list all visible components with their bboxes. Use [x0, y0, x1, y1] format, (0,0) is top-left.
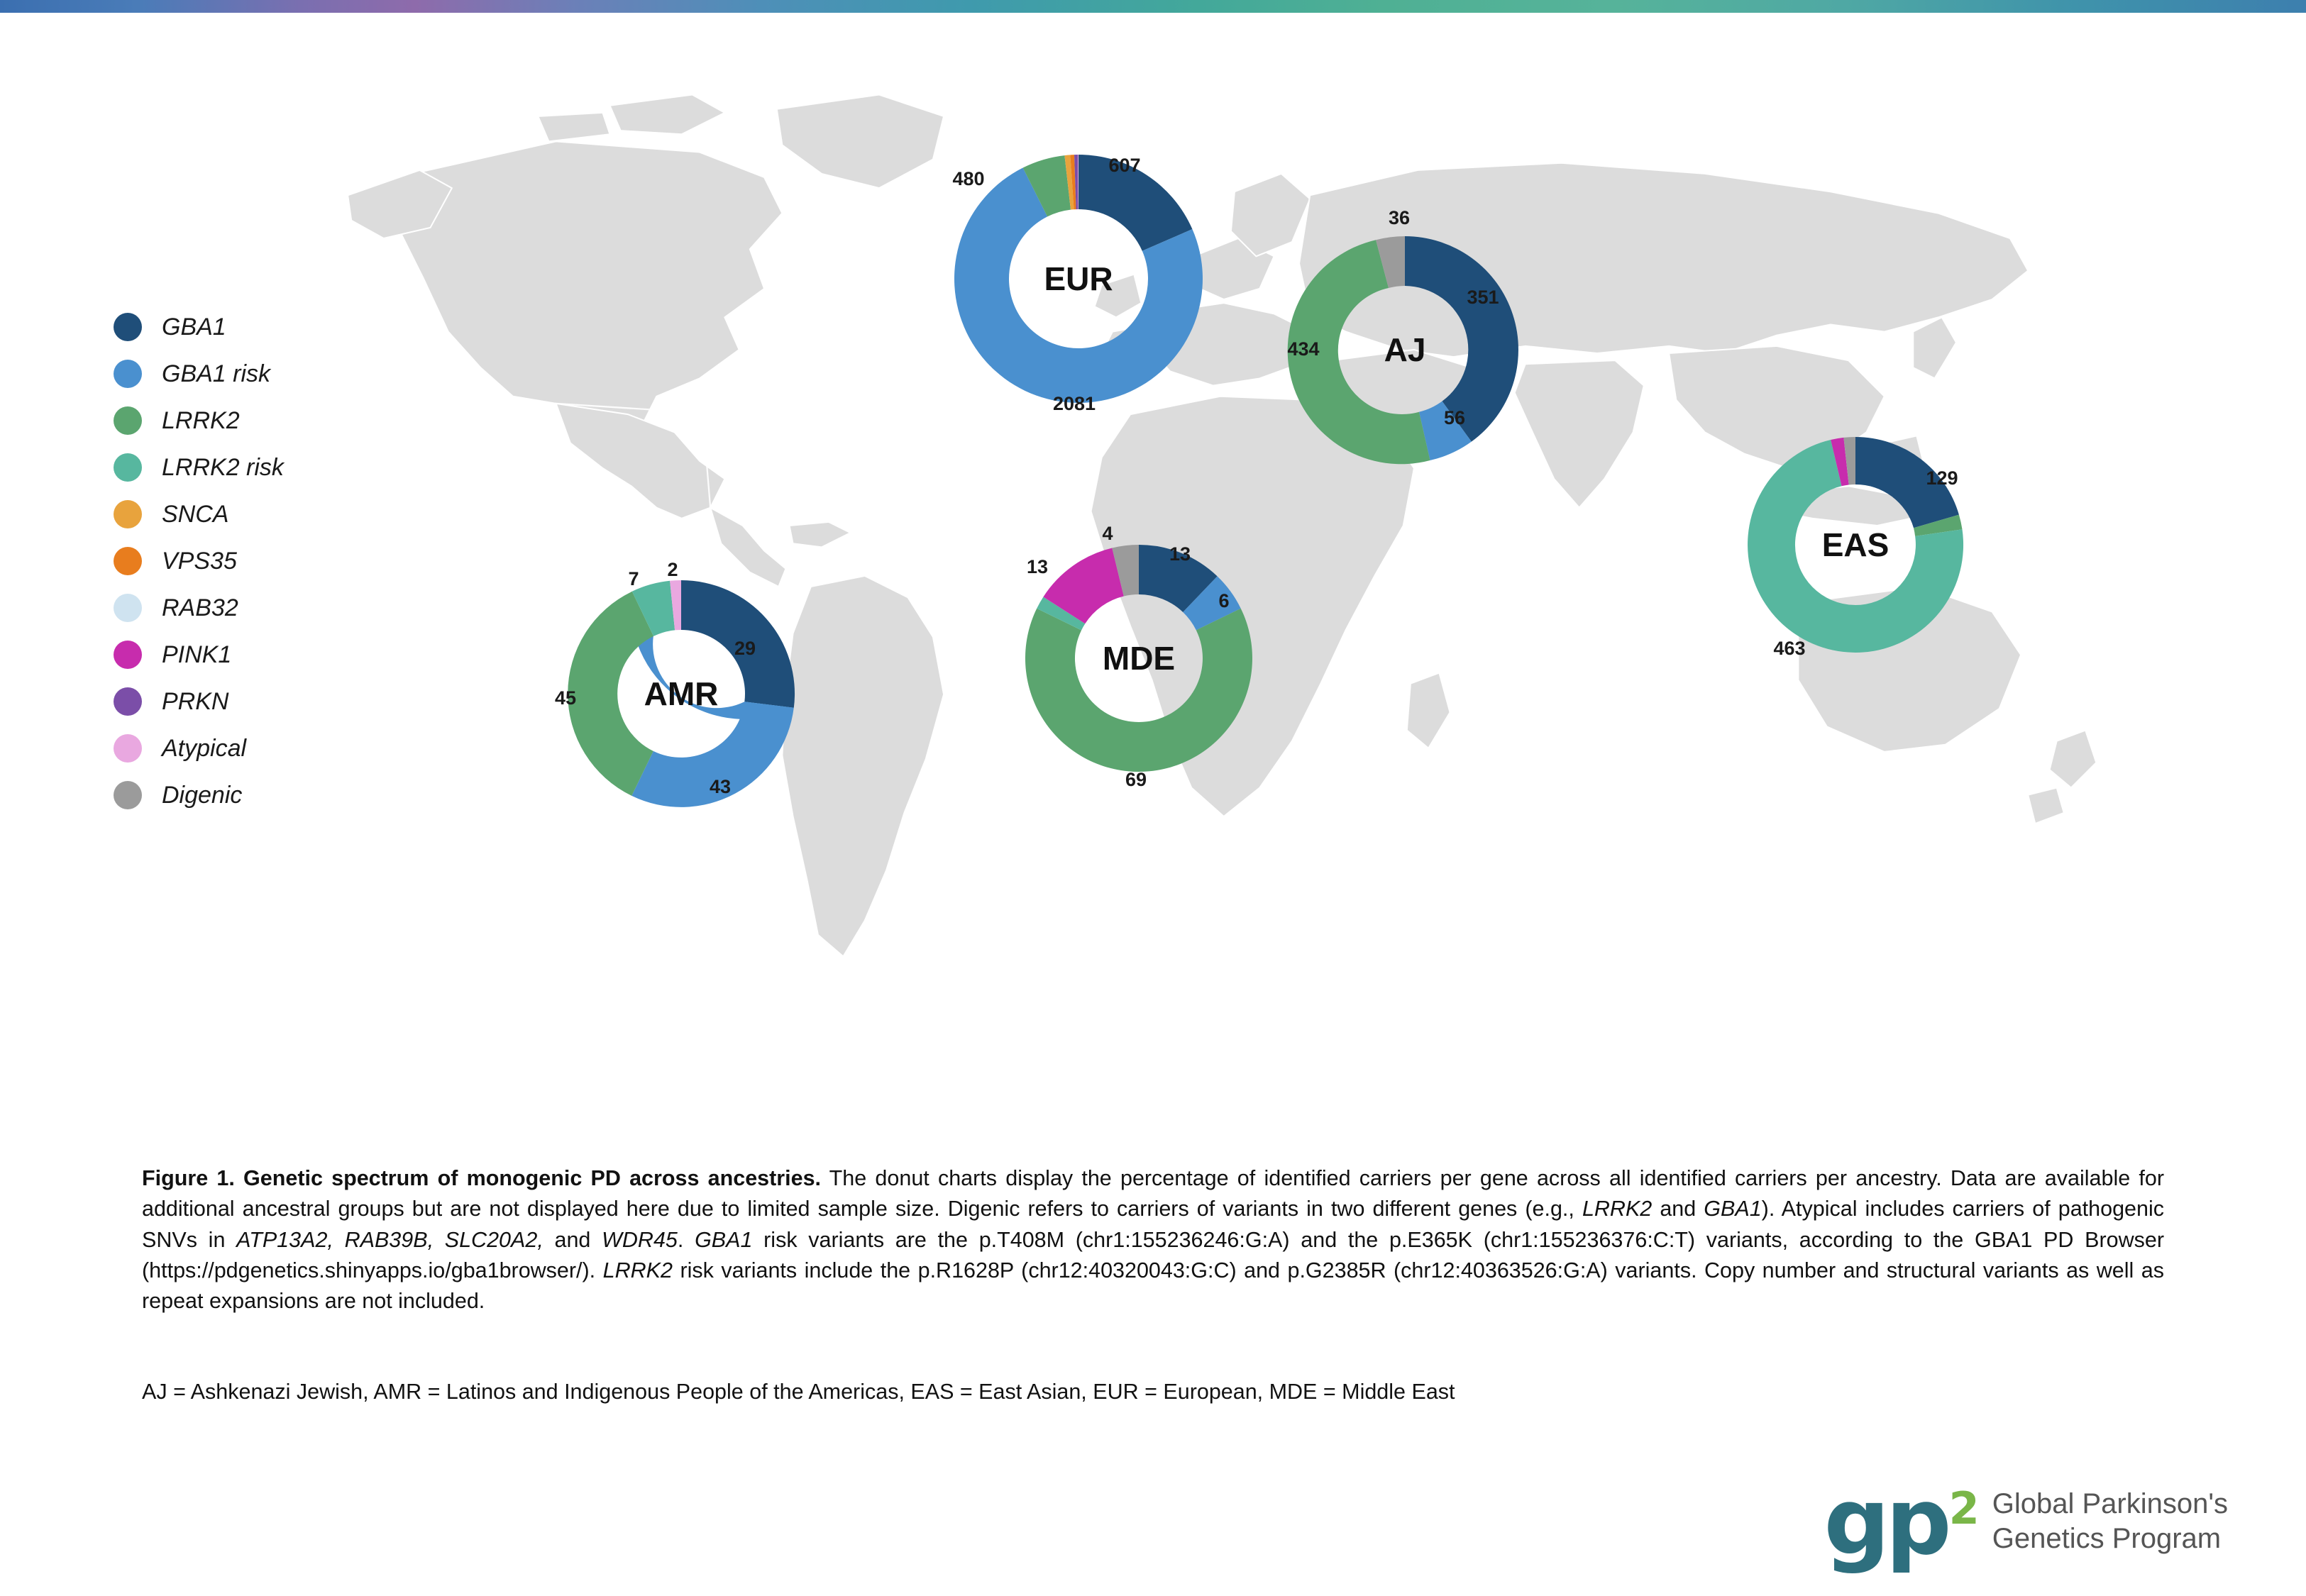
legend-item: [114, 491, 419, 538]
legend-label: LRRK2 risk: [162, 453, 284, 481]
legend-swatch-vps35: [114, 547, 142, 575]
logo-wordmark: [1992, 1487, 2228, 1556]
legend: [114, 304, 419, 819]
legend-item: [114, 350, 419, 397]
caption-body-6: risk variants are the p.T408M (chr1:155236246:G:A) and the p.E365K (chr1:155236376:C:T) variants, according to the GBA1 PD Browser (https://pdgenetics.shinyapps.io/gba1browser/).: [142, 1227, 2164, 1282]
legend-swatch-pink1: [114, 641, 142, 669]
legend-label: Digenic: [162, 781, 243, 809]
donut-chart-amr: [539, 552, 823, 836]
abbreviations-line: AJ = Ashkenazi Jewish, AMR = Latinos and Indigenous People of the Americas, EAS = East Asian, EUR = European, MDE = Middle East: [142, 1380, 1455, 1404]
logo-line-2: Genetics Program: [1992, 1523, 2222, 1554]
eur-value-lrrk2: 480: [952, 168, 985, 189]
logo-line-1: Global Parkinson's: [1992, 1488, 2228, 1520]
legend-swatch-lrrk2-risk: [114, 453, 142, 482]
aj-center-label: AJ: [1384, 331, 1426, 368]
eas-value-gba1: 129: [1926, 467, 1958, 489]
gp2-logo: [1824, 1468, 2228, 1575]
legend-item: [114, 772, 419, 819]
legend-label: PINK1: [162, 641, 232, 668]
legend-label: RAB32: [162, 594, 238, 621]
amr-value-gba1-risk: 43: [709, 776, 732, 797]
aj-value-gba1-risk: 56: [1443, 407, 1466, 428]
donut-chart-eur: [922, 123, 1235, 435]
decorative-top-gradient-bar: [0, 0, 2306, 13]
logo-superscript: 2: [1948, 1483, 1975, 1534]
legend-swatch-rab32: [114, 594, 142, 622]
caption-body-1: The donut charts display the percentage of identified carriers per gene across all identified carriers per ancestry. Data are available for additional ancestral groups but are not displayed here due to limited sample size. Digenic refers to carriers of variants in two different genes (e.g.,: [142, 1166, 2164, 1221]
eur-value-gba1-risk: 2081: [1052, 393, 1096, 414]
legend-swatch-digenic: [114, 781, 142, 809]
legend-label: SNCA: [162, 500, 229, 528]
caption-italic-2: GBA1: [1704, 1197, 1762, 1221]
amr-value-gba1: 29: [734, 638, 756, 659]
caption-italic-3: ATP13A2, RAB39B, SLC20A2,: [236, 1227, 544, 1252]
caption-body-4: and: [543, 1227, 602, 1252]
caption-title: Figure 1. Genetic spectrum of monogenic PD across ancestries.: [142, 1166, 822, 1190]
legend-item: [114, 584, 419, 631]
caption-body-2: and: [1652, 1197, 1704, 1221]
mde-value-digenic: 4: [1102, 523, 1113, 544]
legend-label: GBA1: [162, 313, 226, 340]
legend-item: [114, 631, 419, 678]
legend-label: LRRK2: [162, 406, 240, 434]
legend-label: VPS35: [162, 547, 237, 575]
legend-swatch-prkn: [114, 687, 142, 716]
amr-center-label: AMR: [644, 675, 719, 712]
legend-item: [114, 678, 419, 725]
amr-value-atypical: 2: [667, 559, 678, 580]
aj-value-digenic: 36: [1388, 207, 1411, 228]
legend-swatch-lrrk2: [114, 406, 142, 435]
caption-italic-6: LRRK2: [602, 1258, 673, 1282]
caption-body-3: ). Atypical includes carriers of pathogenic SNVs in: [142, 1197, 2164, 1252]
amr-value-lrrk2: 45: [554, 687, 577, 709]
legend-swatch-gba1: [114, 313, 142, 341]
aj-value-lrrk2: 434: [1287, 338, 1320, 360]
legend-swatch-snca: [114, 500, 142, 528]
legend-item: [114, 304, 419, 350]
legend-label: Atypical: [162, 734, 247, 762]
amr-value-lrrk2-risk: 7: [628, 568, 639, 589]
caption-body-5: .: [677, 1227, 695, 1252]
logo-mark-text: [1824, 1468, 1975, 1575]
caption-italic-5: GBA1: [695, 1227, 753, 1252]
aj-value-gba1: 351: [1467, 287, 1499, 308]
eur-value-gba1: 607: [1108, 155, 1141, 176]
eas-center-label: EAS: [1821, 526, 1890, 563]
caption-italic-4: WDR45: [602, 1227, 678, 1252]
donut-chart-mde: [997, 516, 1281, 800]
legend-label: GBA1 risk: [162, 360, 271, 387]
mde-value-pink1: 13: [1026, 556, 1049, 577]
legend-item: [114, 444, 419, 491]
legend-swatch-gba1-risk: [114, 360, 142, 388]
mde-value-gba1-risk: 6: [1218, 590, 1230, 611]
caption-italic-1: LRRK2: [1582, 1197, 1653, 1221]
eur-center-label: EUR: [1044, 260, 1113, 297]
legend-item: [114, 397, 419, 444]
legend-item: [114, 538, 419, 584]
legend-swatch-atypical: [114, 734, 142, 763]
mde-value-gba1: 13: [1169, 543, 1191, 565]
donut-chart-eas: [1721, 410, 1990, 680]
figure-caption: [142, 1163, 2164, 1317]
logo-gp-text: gp: [1824, 1468, 1948, 1575]
caption-body-7: risk variants include the p.R1628P (chr12:40320043:G:C) and p.G2385R (chr12:40363526:G:A) variants. Copy number and structural variants as well as repeat expansions are not included.: [142, 1258, 2165, 1314]
mde-center-label: MDE: [1102, 640, 1176, 677]
figure-graphic: [0, 13, 2306, 1134]
legend-item: [114, 725, 419, 772]
mde-value-lrrk2: 69: [1125, 769, 1147, 790]
donut-chart-aj: [1263, 208, 1547, 492]
legend-label: PRKN: [162, 687, 229, 715]
eas-value-lrrk2-risk: 463: [1773, 638, 1806, 659]
